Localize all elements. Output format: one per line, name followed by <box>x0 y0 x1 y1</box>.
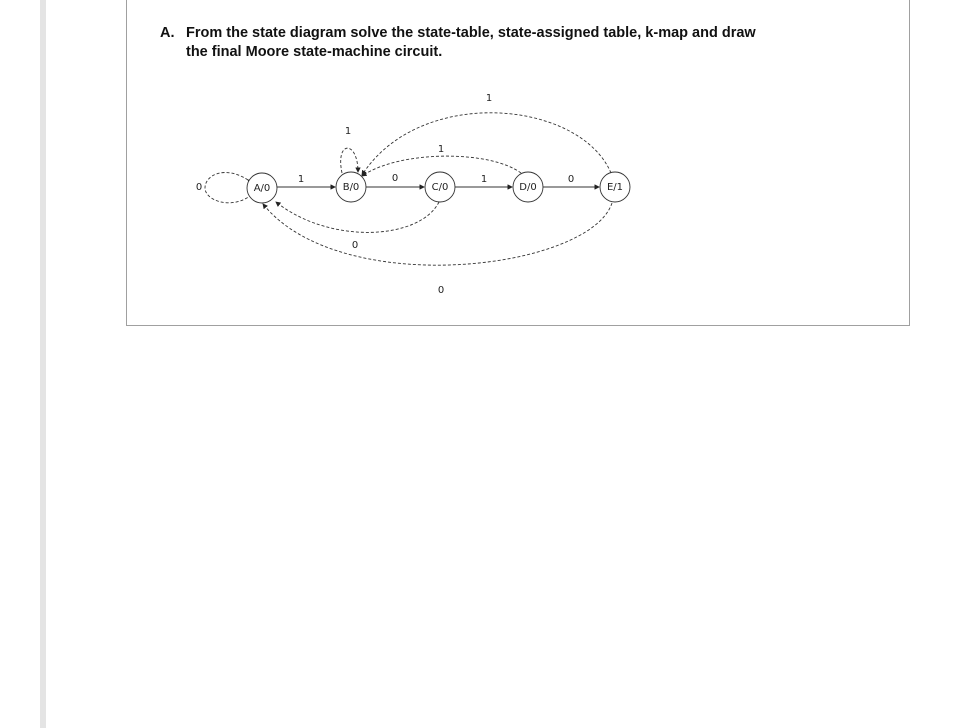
edge-a-a <box>205 172 250 202</box>
edge-label: 1 <box>480 174 488 185</box>
state-label: B/0 <box>342 182 360 193</box>
state-label: C/0 <box>431 182 449 193</box>
edge-e-a <box>263 203 612 265</box>
edge-label: 1 <box>344 126 352 137</box>
edge-label: 1 <box>297 174 305 185</box>
edge-b-b <box>341 148 358 173</box>
edge-label: 0 <box>437 285 445 296</box>
state-label: A/0 <box>253 183 271 194</box>
state-label: D/0 <box>519 182 537 193</box>
state-label: E/1 <box>606 182 624 193</box>
edge-label: 0 <box>351 240 359 251</box>
edge-label: 0 <box>195 182 203 193</box>
edge-e-b <box>362 113 611 175</box>
question-label: A. <box>160 25 175 41</box>
edge-label: 1 <box>485 93 493 104</box>
edge-label: 1 <box>437 144 445 155</box>
question-line-1: From the state diagram solve the state-table, state-assigned table, k-map and draw <box>186 25 756 41</box>
edge-label: 0 <box>391 173 399 184</box>
edge-label: 0 <box>567 174 575 185</box>
edge-c-a <box>276 202 439 232</box>
question-line-2: the final Moore state-machine circuit. <box>186 44 443 60</box>
